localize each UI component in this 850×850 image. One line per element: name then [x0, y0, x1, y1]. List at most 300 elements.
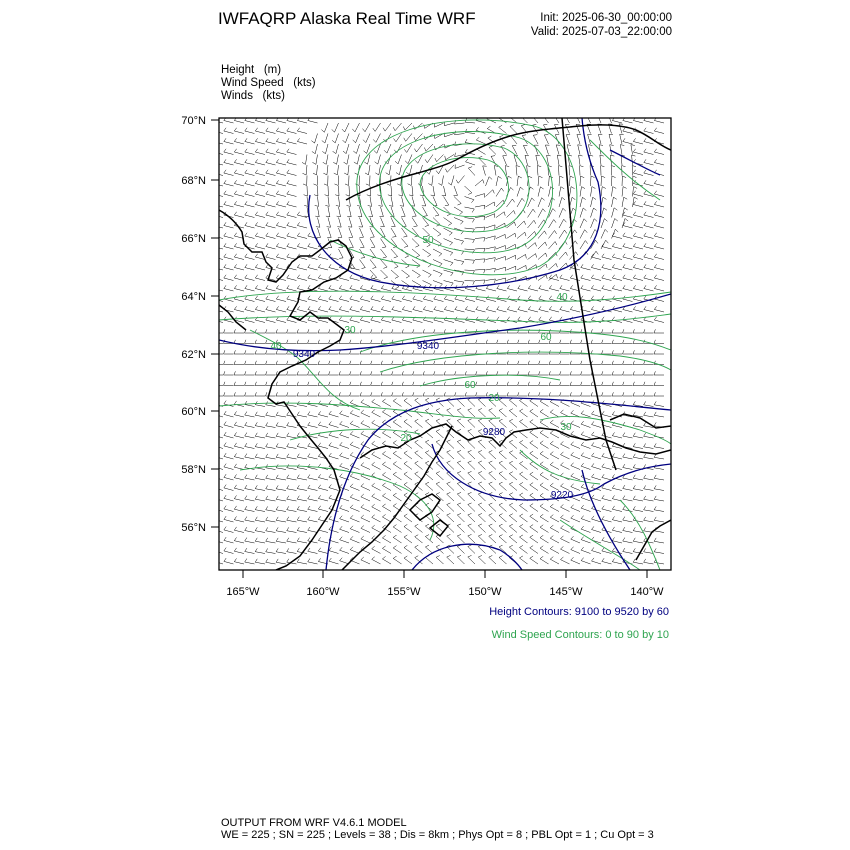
wind-barb-feather [308, 496, 310, 499]
wind-barb-feather [499, 556, 503, 558]
wind-barb-feather [434, 306, 436, 309]
wind-barb-feather [308, 412, 310, 415]
wind-barb-shaft [214, 540, 224, 543]
wind-barb-feather [644, 212, 646, 215]
wind-barb-feather [507, 306, 509, 309]
wind-barb-feather [413, 306, 415, 309]
wind-barb-feather [465, 371, 466, 375]
wind-barb-feather [447, 482, 451, 484]
wind-barb-feather [234, 401, 236, 404]
wind-barb-feather [489, 524, 493, 526]
wind-barb-shaft [644, 520, 654, 522]
wind-barb-feather [213, 212, 215, 215]
wind-barb-feather [540, 535, 543, 537]
wind-barb-feather [455, 131, 456, 135]
wind-barb-feather [245, 180, 247, 183]
wind-barb-feather [392, 296, 394, 299]
wind-barb-shaft [468, 463, 475, 470]
wind-barb-feather [414, 149, 416, 152]
wind-barb-feather [570, 382, 571, 386]
wind-barb-shaft [549, 289, 559, 292]
wind-barb-shaft [444, 197, 449, 206]
wind-barb-shaft [550, 444, 559, 449]
wind-barb-feather [224, 361, 225, 365]
wind-barb-feather [333, 151, 336, 153]
lat-ticks [211, 120, 219, 527]
wind-barb-feather [489, 472, 493, 474]
wind-barb-shaft [455, 134, 465, 135]
wind-barb-feather [592, 463, 595, 466]
wind-barb-feather [581, 547, 584, 550]
wind-barb-shaft [591, 289, 601, 292]
wind-barb-feather [644, 392, 645, 396]
wind-barb-shaft [308, 415, 318, 417]
wind-barb-feather [311, 141, 314, 144]
wind-barb-feather [468, 429, 472, 431]
wind-barb-shaft [468, 526, 475, 533]
wind-barb-shaft [266, 520, 276, 522]
wind-barb-feather [350, 350, 351, 354]
wind-barb-feather [497, 361, 498, 365]
wind-barb-shaft [245, 499, 255, 501]
wind-barb-shaft [580, 241, 585, 250]
wind-barb-shaft [329, 488, 339, 491]
wind-barb-feather [581, 382, 582, 386]
wind-barb-shaft [213, 173, 223, 176]
wind-barb-feather [497, 371, 498, 375]
wind-barb-feather [255, 170, 257, 173]
wind-barb-shaft [633, 520, 643, 522]
wind-barb-feather [413, 382, 414, 386]
wind-barb-feather [297, 128, 299, 131]
wind-barb-shaft [580, 230, 585, 239]
wind-barb-feather [622, 176, 626, 178]
wind-barb-feather [476, 371, 477, 375]
wind-barb-feather [610, 145, 614, 146]
wind-barb-feather [297, 233, 299, 236]
wind-barb-feather [318, 474, 320, 477]
wind-barb-feather [297, 243, 299, 246]
wind-barb-feather [581, 505, 584, 508]
wind-barb-feather [287, 191, 289, 194]
wind-barb-feather [585, 241, 587, 244]
wind-barb-feather [350, 392, 351, 396]
wind-barb-feather [266, 306, 268, 309]
wind-barb-feather [602, 361, 603, 365]
wind-barb-feather [392, 285, 394, 288]
wind-barb-shaft [276, 226, 286, 229]
wind-barb-shaft [367, 144, 370, 153]
wind-barb-feather [612, 275, 614, 278]
wind-barb-feather [592, 547, 595, 550]
wind-barb-feather [287, 222, 289, 225]
wind-barb-feather [325, 195, 329, 196]
wind-barb-feather [540, 430, 543, 432]
wind-barb-feather [442, 195, 446, 196]
wind-barb-feather [530, 441, 533, 443]
wind-barb-shaft [433, 249, 442, 254]
wind-barb-shaft [601, 229, 605, 238]
wind-barb-feather [361, 484, 364, 487]
wind-barb-shaft [454, 239, 464, 242]
wind-barb-shaft [224, 446, 234, 449]
wind-barb-shaft [415, 453, 423, 459]
wind-barb-feather [266, 433, 268, 436]
wind-barb-shaft [345, 123, 349, 132]
wind-barb-shaft [550, 465, 559, 470]
lon-tick-label: 165°W [226, 586, 260, 598]
wind-barb-feather [245, 548, 247, 551]
wind-barb-shaft [382, 475, 391, 480]
wind-barb-feather [553, 209, 556, 212]
wind-barb-feather [308, 506, 310, 509]
wind-barb-shaft [392, 310, 402, 313]
wind-barb-feather [340, 411, 343, 414]
wind-barb-shaft [425, 558, 433, 565]
wind-barb-feather [468, 555, 472, 557]
wind-barb-shaft [315, 134, 318, 144]
wind-barb-shaft [234, 310, 244, 313]
wind-barb-shaft [350, 476, 359, 480]
wind-barb-shaft [436, 410, 443, 417]
wind-barb-feather [234, 382, 235, 386]
wind-barb-feather [633, 485, 635, 488]
wind-barb-shaft [297, 405, 307, 407]
wind-barb-shaft [475, 269, 485, 270]
wind-barb-shaft [370, 260, 376, 268]
wind-barb-feather [371, 371, 372, 375]
wind-barb-feather [623, 340, 624, 344]
wind-barb-feather [276, 191, 278, 194]
wind-barb-feather [276, 538, 278, 541]
wind-barb-shaft [276, 215, 286, 218]
wind-barb-shaft [623, 257, 633, 260]
wind-barb-feather [308, 340, 309, 344]
wind-barb-shaft [287, 205, 297, 208]
wind-barb-feather [447, 503, 451, 505]
wind-barb-feather [591, 176, 595, 178]
wind-barb-shaft [276, 152, 286, 155]
wind-barb-feather [549, 275, 551, 278]
wind-barb-feather [234, 527, 236, 530]
wind-barb-feather [499, 461, 503, 463]
wind-barb-shaft [592, 467, 602, 470]
wind-barb-shaft [509, 505, 517, 511]
wind-barb-feather [425, 225, 429, 226]
wind-barb-feather [224, 180, 226, 183]
wind-barb-feather [413, 361, 414, 365]
wind-barb-shaft [287, 173, 297, 176]
wind-barb-shaft [361, 507, 370, 511]
wind-barb-feather [266, 191, 268, 194]
wind-barb-shaft [465, 218, 475, 220]
wind-barb-feather [462, 282, 464, 285]
wind-barb-shaft [612, 310, 622, 313]
wind-barb-feather [392, 392, 393, 396]
wind-barb-feather [478, 419, 482, 421]
wind-barb-shaft [329, 561, 339, 564]
wind-barb-shaft [633, 173, 643, 176]
wind-barb-shaft [213, 194, 223, 197]
wind-barb-feather [497, 306, 499, 309]
wind-barb-feather [339, 382, 340, 386]
wind-barb-feather [520, 482, 523, 484]
wind-barb-feather [360, 306, 362, 309]
wind-barb-feather [535, 232, 537, 236]
wind-barb-shaft [234, 247, 244, 250]
wind-barb-shaft [423, 320, 433, 323]
wind-barb-shaft [350, 497, 359, 501]
wind-barb-feather [612, 350, 613, 354]
wind-barb-feather [644, 222, 646, 225]
wind-barb-feather [325, 205, 329, 206]
wind-barb-shaft [318, 320, 328, 323]
wind-speed-contour-label: 40 [270, 341, 282, 352]
wind-barb-shaft [444, 249, 453, 253]
wind-barb-feather [476, 350, 477, 354]
wind-barb-shaft [520, 411, 528, 417]
wind-barb-shaft [436, 557, 443, 564]
wind-barb-shaft [297, 320, 307, 323]
wind-barb-shaft [489, 442, 496, 449]
wind-barb-feather [540, 504, 543, 506]
wind-barb-feather [329, 527, 332, 530]
wind-barb-feather [393, 535, 396, 537]
wind-barb-feather [266, 506, 268, 509]
wind-barb-shaft [509, 453, 517, 459]
wind-barb-shaft [214, 519, 224, 522]
wind-barb-shaft [507, 277, 516, 280]
wind-barb-shaft [623, 541, 633, 543]
wind-barb-shaft [644, 320, 654, 323]
wind-barb-feather [266, 222, 268, 225]
wind-barb-shaft [549, 310, 559, 313]
wind-barb-feather [612, 254, 614, 257]
wind-barb-shaft [350, 539, 359, 543]
wind-barb-shaft [499, 452, 507, 459]
wind-barb-feather [413, 350, 414, 354]
wind-barb-feather [521, 114, 525, 116]
wind-barb-feather [347, 206, 351, 207]
wind-barb-feather [509, 115, 513, 117]
wind-barb-shaft [516, 166, 517, 176]
wind-barb-shaft [324, 123, 328, 132]
wind-barb-feather [654, 548, 656, 551]
wind-barb-feather [486, 371, 487, 375]
wind-barb-feather [287, 485, 289, 488]
wind-barb-shaft [475, 248, 485, 249]
wind-barb-shaft [350, 518, 359, 522]
wind-barb-feather [633, 538, 635, 541]
wind-barb-shaft [245, 163, 255, 166]
lon-tick-label: 155°W [387, 586, 421, 598]
wind-barb-shaft [476, 289, 486, 292]
wind-barb-feather [644, 506, 646, 509]
wind-barb-shaft [213, 257, 223, 260]
wind-barb-feather [245, 433, 247, 436]
wind-barb-feather [255, 138, 257, 141]
wind-barb-feather [381, 317, 383, 320]
wind-barb-feather [369, 216, 373, 217]
wind-barb-feather [439, 254, 442, 257]
wind-barb-feather [350, 410, 353, 413]
wind-barb-shaft [475, 259, 485, 260]
wind-barb-feather [436, 472, 440, 474]
wind-barb-feather [224, 254, 226, 257]
wind-barb-feather [602, 329, 603, 333]
wind-barb-feather [382, 247, 386, 248]
wind-barb-shaft [360, 218, 363, 228]
wind-barb-shaft [654, 489, 664, 491]
wind-barb-shaft [224, 205, 234, 208]
wind-barb-shaft [623, 268, 633, 271]
wind-barb-feather [314, 184, 318, 186]
wind-barb-feather [540, 451, 543, 453]
wind-barb-feather [623, 138, 625, 141]
wind-barb-shaft [507, 233, 516, 238]
wind-barb-shaft [569, 166, 570, 176]
wind-barb-feather [497, 285, 499, 288]
wind-barb-shaft [538, 176, 539, 186]
wind-barb-feather [457, 482, 461, 484]
wind-barb-shaft [540, 548, 549, 553]
wind-barb-feather [612, 329, 613, 333]
wind-barb-feather [528, 361, 529, 365]
wind-barb-feather [611, 166, 615, 167]
wind-barb-feather [448, 223, 451, 225]
wind-barb-feather [333, 162, 336, 164]
wind-barb-feather [355, 184, 359, 186]
wind-barb-shaft [329, 551, 339, 554]
wind-barb-shaft [633, 320, 643, 323]
wind-barb-shaft [528, 310, 538, 313]
wind-barb-shaft [329, 299, 339, 302]
wind-barb-feather [644, 433, 646, 436]
wind-barb-shaft [224, 540, 234, 543]
wind-barb-feather [498, 176, 501, 178]
wind-barb-feather [382, 409, 385, 412]
wind-barb-feather [395, 287, 399, 289]
wind-barb-shaft [478, 536, 485, 543]
wind-barb-shaft [566, 135, 569, 144]
wind-barb-feather [644, 201, 646, 204]
wind-barb-feather [596, 251, 598, 254]
wind-barb-feather [549, 361, 550, 365]
wind-barb-feather [406, 266, 410, 268]
wind-barb-shaft [350, 299, 360, 302]
wind-barb-shaft [234, 142, 244, 145]
wind-barb-shaft [245, 152, 255, 155]
wind-barb-feather [510, 125, 514, 127]
wind-barb-feather [213, 254, 215, 257]
wind-barb-shaft [370, 270, 377, 277]
wind-barb-feather [633, 412, 635, 415]
wind-barb-shaft [433, 239, 442, 244]
wind-barb-feather [224, 243, 226, 246]
wind-barb-feather [213, 350, 214, 354]
wind-barb-feather [329, 443, 332, 446]
wind-barb-shaft [612, 247, 622, 250]
wind-barb-feather [484, 227, 485, 231]
wind-barb-feather [234, 443, 236, 446]
wind-barb-feather [561, 504, 564, 507]
wind-barb-feather [633, 176, 637, 178]
wind-barb-shaft [266, 247, 276, 250]
wind-barb-feather [234, 474, 236, 477]
wind-barb-feather [308, 329, 309, 333]
wind-barb-feather [560, 306, 562, 309]
wind-barb-feather [461, 231, 464, 234]
wind-barb-feather [633, 371, 634, 375]
wind-barb-feather [527, 166, 531, 167]
wind-barb-feather [336, 205, 340, 206]
wind-barb-shaft [588, 134, 591, 144]
wind-barb-feather [602, 371, 603, 375]
wind-barb-feather [592, 526, 595, 529]
wind-barb-shaft [530, 474, 538, 480]
wind-barb-shaft [520, 422, 528, 428]
wind-barb-shaft [540, 559, 549, 564]
wind-barb-feather [434, 392, 435, 396]
wind-barb-shaft [550, 402, 559, 407]
wind-barb-shaft [592, 530, 602, 533]
wind-barb-feather [329, 411, 332, 414]
wind-barb-shaft [644, 447, 654, 449]
wind-barb-shaft [602, 519, 612, 522]
wind-barb-feather [486, 317, 488, 320]
wind-barb-feather [528, 306, 530, 309]
wind-barb-feather [350, 452, 353, 455]
wind-barb-feather [276, 527, 278, 530]
model-config: WE = 225 ; SN = 225 ; Levels = 38 ; Dis = 8km ; Phys Opt = 8 ; PBL Opt = 1 ; Cu Opt = 3 [221, 829, 654, 841]
wind-barb-feather [447, 408, 451, 410]
wind-barb-feather [287, 527, 289, 530]
wind-barb-shaft [571, 455, 580, 459]
wind-barb-shaft [245, 489, 255, 491]
wind-barb-feather [436, 524, 440, 526]
wind-barb-feather [528, 340, 529, 344]
wind-barb-feather [445, 205, 449, 206]
wind-barb-feather [521, 125, 525, 126]
wind-barb-feather [436, 482, 440, 484]
wind-barb-shaft [245, 215, 255, 218]
wind-barb-feather [372, 410, 375, 413]
wind-barb-shaft [245, 184, 255, 187]
wind-barb-feather [634, 187, 638, 189]
wind-barb-shaft [297, 510, 307, 512]
wind-barb-shaft [213, 247, 223, 250]
wind-barb-shaft [530, 516, 538, 522]
wind-barb-shaft [644, 173, 654, 176]
wind-barb-feather [465, 350, 466, 354]
wind-barb-feather [266, 382, 267, 386]
wind-barb-feather [393, 472, 396, 474]
wind-barb-feather [372, 483, 375, 486]
wind-barb-feather [602, 187, 606, 189]
wind-barb-shaft [213, 268, 223, 271]
wind-barb-feather [550, 504, 553, 507]
wind-barb-shaft [326, 155, 328, 165]
wind-barb-shaft [276, 457, 286, 459]
wind-barb-shaft [404, 453, 412, 459]
wind-barb-shaft [266, 468, 276, 470]
wind-barb-feather [610, 155, 614, 156]
wind-barb-feather [465, 392, 466, 396]
wind-barb-feather [540, 493, 543, 495]
wind-barb-shaft [297, 468, 307, 470]
wind-barb-shaft [276, 184, 286, 187]
wind-barb-feather [297, 433, 299, 436]
